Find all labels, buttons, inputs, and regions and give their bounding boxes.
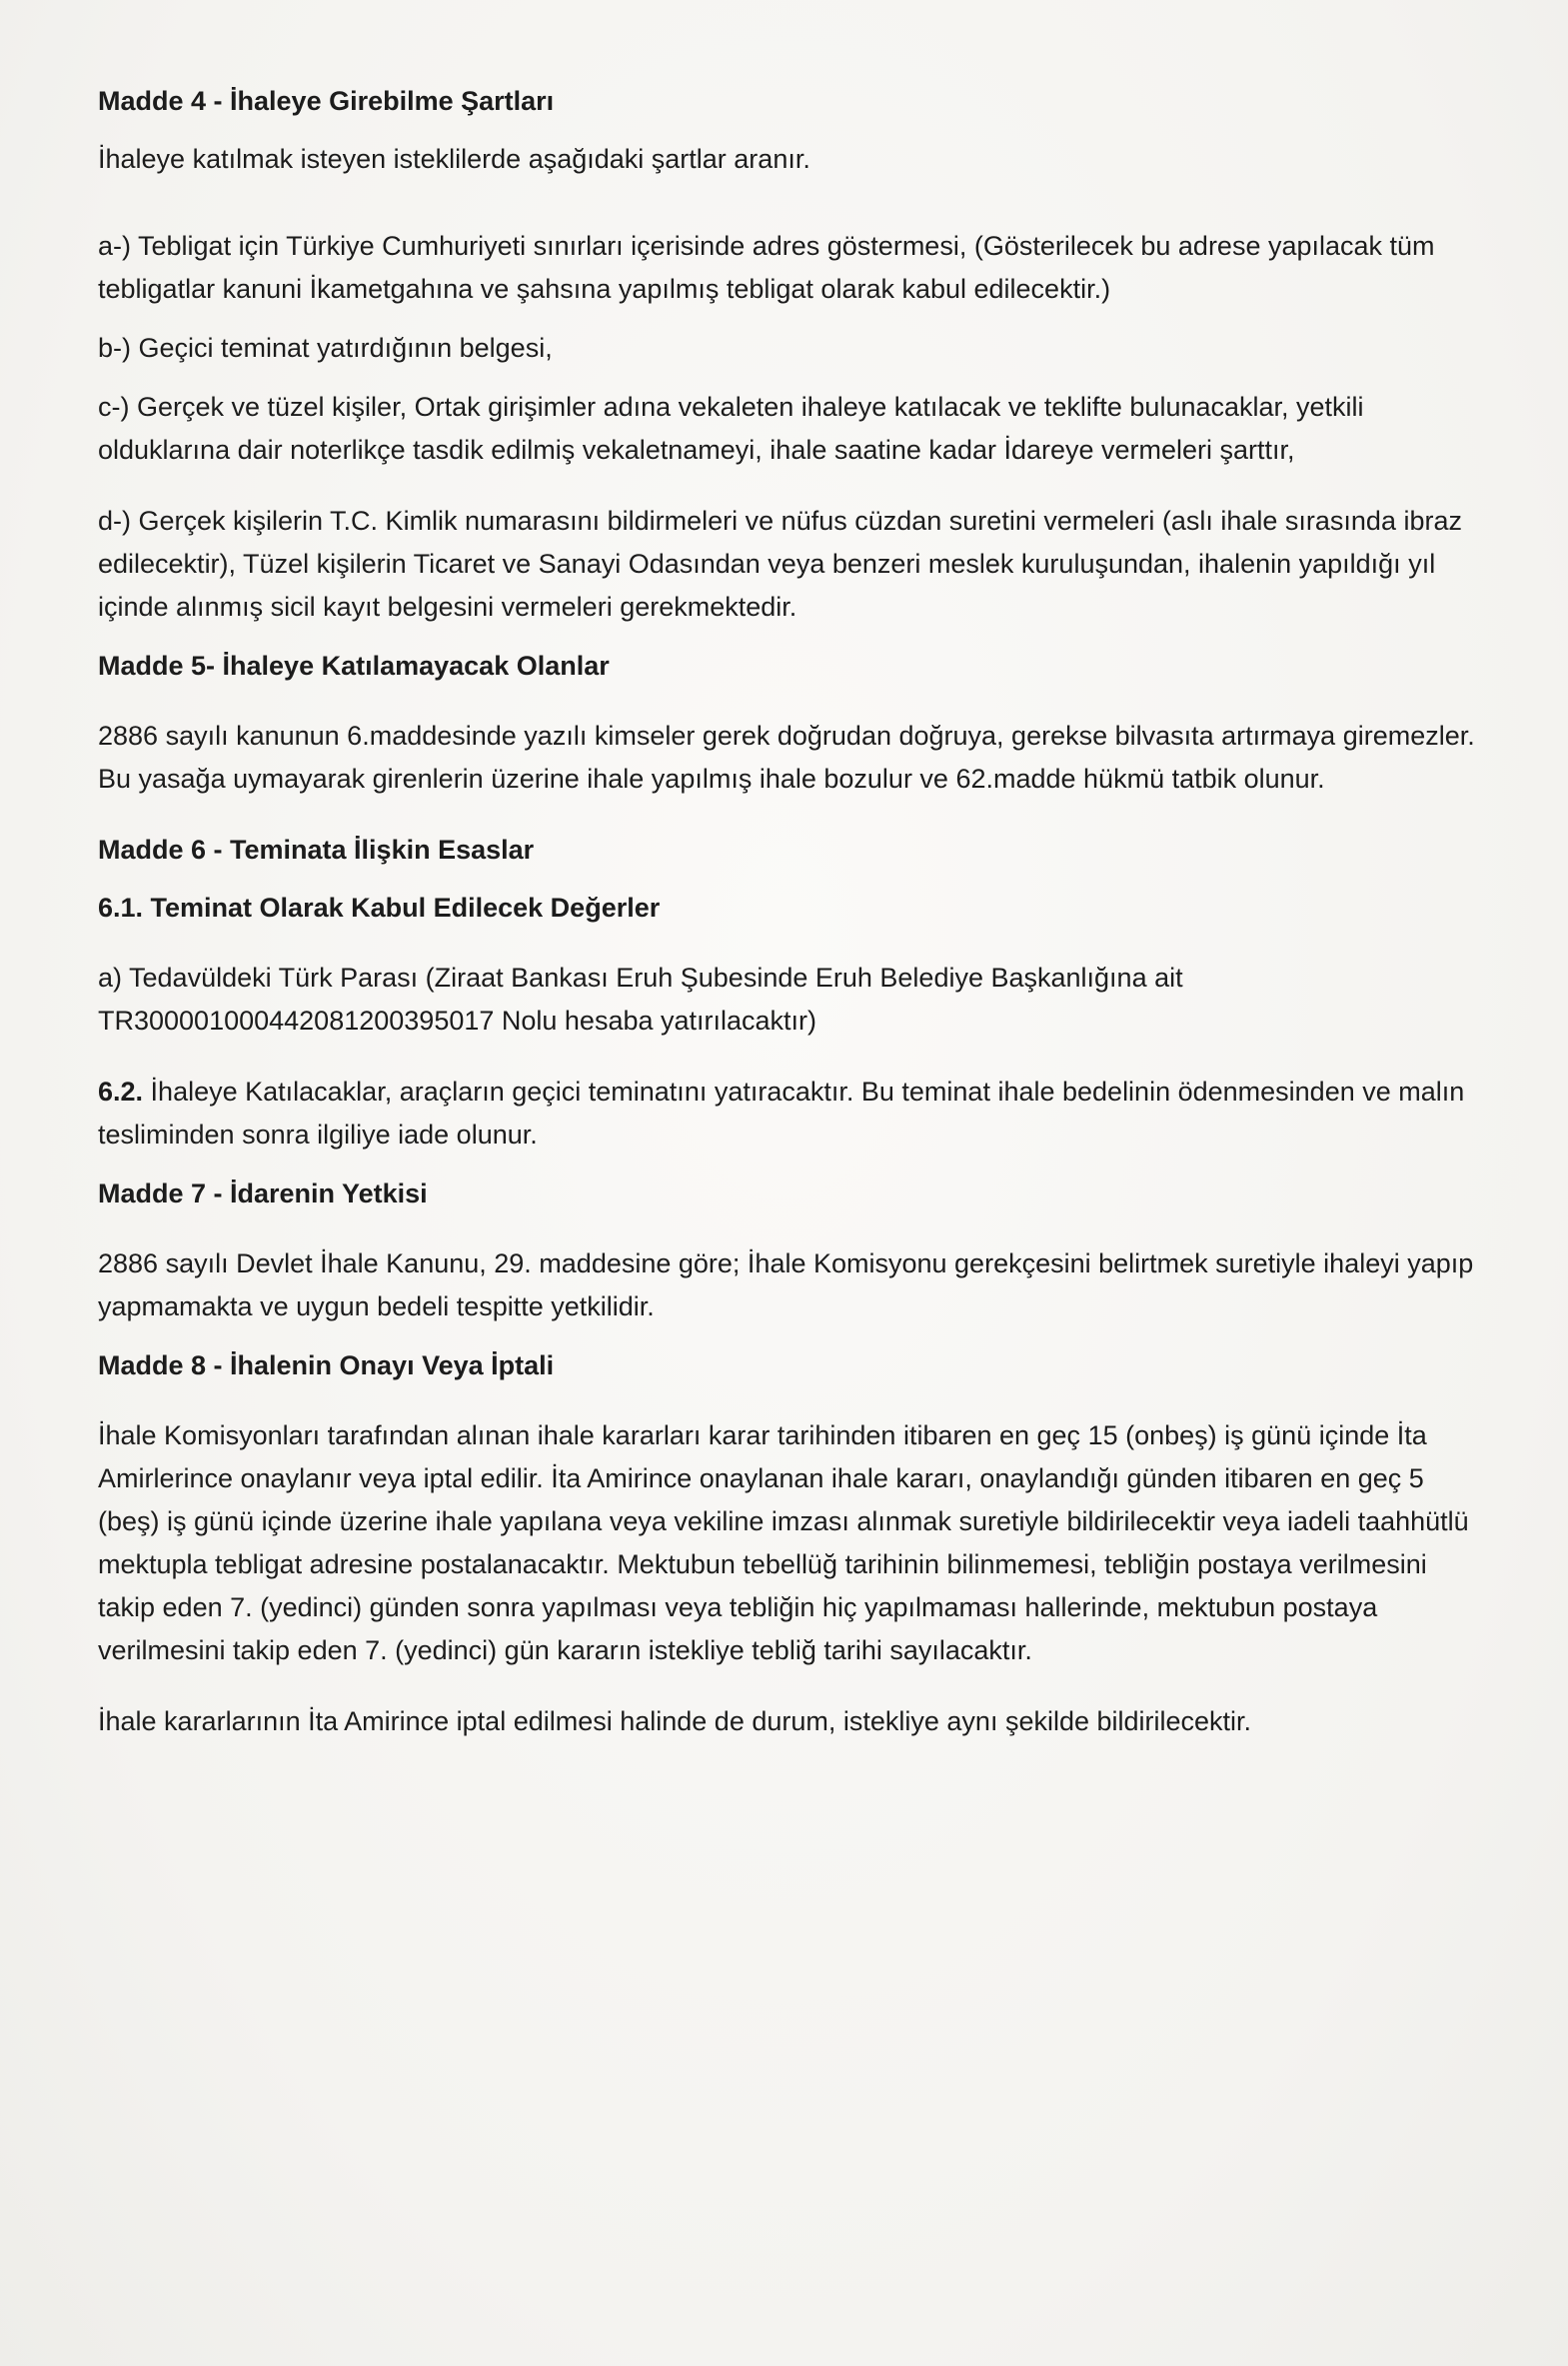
madde4-item-d: d-) Gerçek kişilerin T.C. Kimlik numarasını bildirmeleri ve nüfus cüzdan suretini vermeleri (aslı ihale sırasında ibraz edilecektir), Tüzel kişilerin Ticaret ve Sanayi Odasından veya benzeri meslek kuruluşundan, ihalenin yapıldığı yıl içinde alınmış sicil kayıt belgesini vermeleri gerekmektedir. [98, 506, 1462, 622]
madde7-text: 2886 sayılı Devlet İhale Kanunu, 29. maddesine göre; İhale Komisyonu gerekçesini belirtmek suretiyle ihaleyi yapıp yapmamakta ve uygun bedeli tespitte yetkilidir. [98, 1248, 1474, 1321]
madde6-sub1-title: 6.1. Teminat Olarak Kabul Edilecek Değerler [98, 893, 661, 923]
madde8-title: Madde 8 - İhalenin Onayı Veya İptali [98, 1350, 555, 1380]
madde8-text-1: İhale Komisyonları tarafından alınan ihale kararları karar tarihinden itibaren en geç 15 (onbeş) iş günü içinde İta Amirlerince onaylanır veya iptal edilir. İta Amirince onaylanan ihale kararı, onaylandığı günden itibaren en geç 5 (beş) iş günü içinde üzerine ihale yapılana veya vekiline imzası alınmak suretiyle bildirilecektir veya iadeli taahhütlü mektupla tebligat adresine postalanacaktır. Mektubun tebellüğ tarihinin bilinmemesi, tebliğin postaya verilmesini takip eden 7. (yedinci) günden sonra yapılması veya tebliğin hiç yapılmaması hallerinde, mektubun postaya verilmesini takip eden 7. (yedinci) gün kararın istekliye tebliğ tarihi sayılacaktır. [98, 1420, 1469, 1665]
document-body [98, 80, 1477, 1743]
madde8-text-2: İhale kararlarının İta Amirince iptal edilmesi halinde de durum, istekliye aynı şekilde bildirilecektir. [98, 1706, 1252, 1736]
madde5-title: Madde 5- İhaleye Katılamayacak Olanlar [98, 651, 610, 681]
madde4-title: Madde 4 - İhaleye Girebilme Şartları [98, 86, 555, 116]
madde6-sub2-number: 6.2. [98, 1077, 144, 1107]
madde6-sub2 [98, 1071, 1477, 1157]
madde6-sub2-text: İhaleye Katılacaklar, araçların geçici teminatını yatıracaktır. Bu teminat ihale bedelinin ödenmesinden ve malın tesliminden sonra ilgiliye iade olunur. [98, 1077, 1465, 1150]
madde4-item-b: b-) Geçici teminat yatırdığının belgesi, [98, 333, 553, 363]
madde4-intro: İhaleye katılmak isteyen isteklilerde aşağıdaki şartlar aranır. [98, 144, 810, 174]
madde6-sub1-text: a) Tedavüldeki Türk Parası (Ziraat Bankası Eruh Şubesinde Eruh Belediye Başkanlığına ait TR300001000442081200395017 Nolu hesaba yatırılacaktır) [98, 963, 1183, 1036]
madde7-title: Madde 7 - İdarenin Yetkisi [98, 1179, 428, 1208]
madde5-text: 2886 sayılı kanunun 6.maddesinde yazılı kimseler gerek doğrudan doğruya, gerekse bilvasıta artırmaya giremezler. Bu yasağa uymayarak girenlerin üzerine ihale yapılmış ihale bozulur ve 62.madde hükmü tatbik olunur. [98, 721, 1475, 794]
madde4-item-a: a-) Tebligat için Türkiye Cumhuriyeti sınırları içerisinde adres göstermesi, (Gösterilecek bu adrese yapılacak tüm tebligatlar kanuni İkametgahına ve şahsına yapılmış tebligat olarak kabul edilecektir.) [98, 231, 1435, 304]
madde6-title: Madde 6 - Teminata İlişkin Esaslar [98, 835, 535, 865]
madde4-item-c: c-) Gerçek ve tüzel kişiler, Ortak girişimler adına vekaleten ihaleye katılacak ve teklifte bulunacaklar, yetkili olduklarına dair noterlikçe tasdik edilmiş vekaletnameyi, ihale saatine kadar İdareye vermeleri şarttır, [98, 392, 1364, 465]
